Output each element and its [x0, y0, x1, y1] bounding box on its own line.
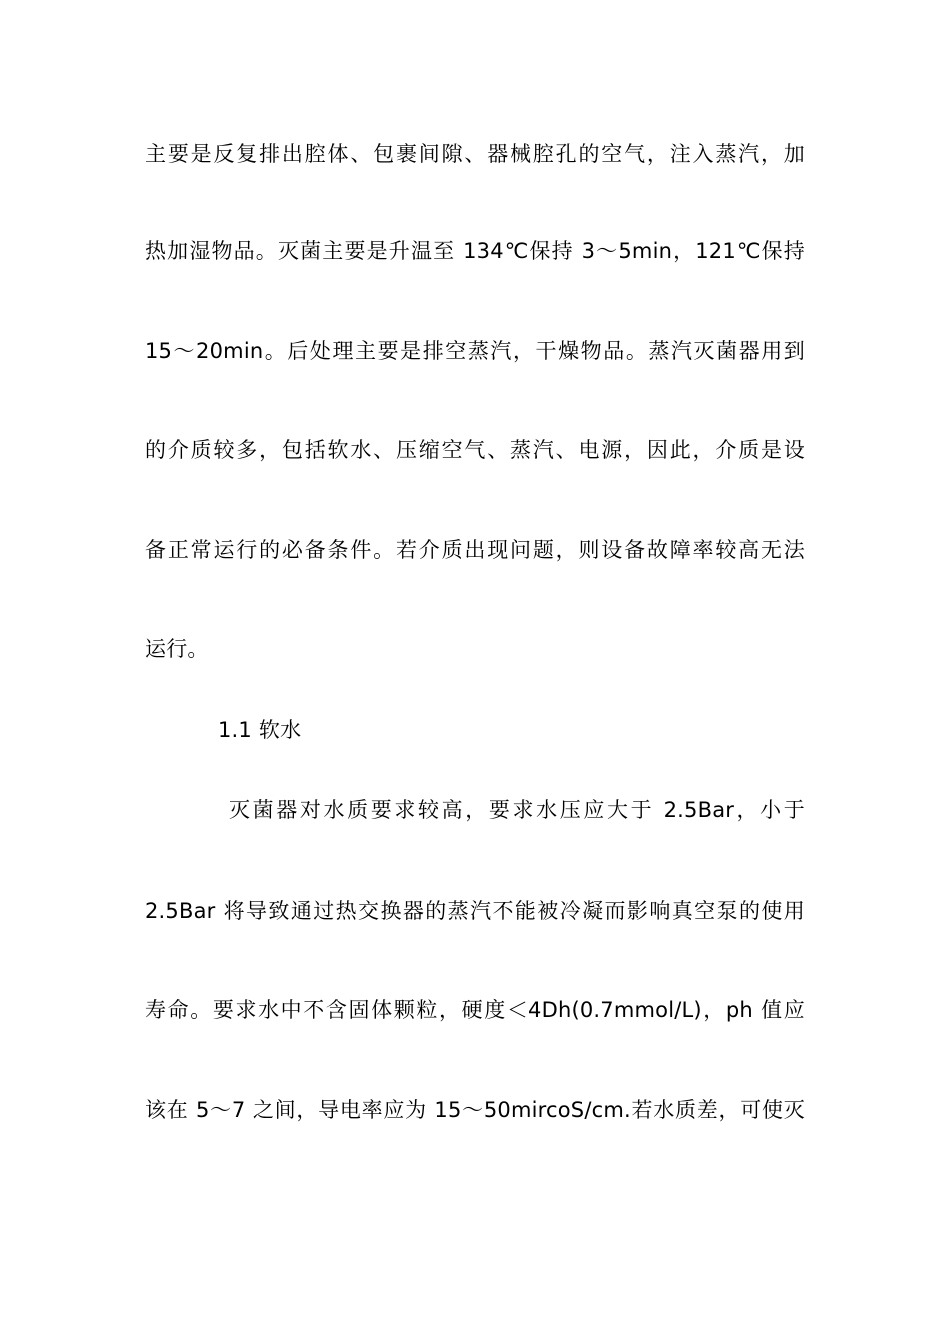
paragraph-line: 备正常运行的必备条件。若介质出现问题，则设备故障率较高无法 [145, 538, 805, 562]
paragraph-line: 主要是反复排出腔体、包裹间隙、器械腔孔的空气，注入蒸汽，加 [145, 142, 805, 166]
paragraph-line: 寿命。要求水中不含固体颗粒，硬度＜4Dh(0.7mmol/L)，ph 值应 [145, 998, 805, 1022]
paragraph-line: 15～20min。后处理主要是排空蒸汽，干燥物品。蒸汽灭菌器用到 [145, 339, 805, 363]
paragraph-line-last: 运行。 [145, 637, 209, 661]
paragraph-line: 的介质较多，包括软水、压缩空气、蒸汽、电源，因此，介质是设 [145, 438, 805, 462]
paragraph-line: 该在 5～7 之间，导电率应为 15～50mircoS/cm.若水质差，可使灭 [145, 1098, 805, 1122]
paragraph-line: 2.5Bar 将导致通过热交换器的蒸汽不能被冷凝而影响真空泵的使用 [145, 899, 805, 923]
section-heading: 1.1 软水 [218, 718, 302, 742]
paragraph-line-indented: 灭菌器对水质要求较高，要求水压应大于 2.5Bar，小于 [229, 798, 805, 822]
paragraph-line: 热加湿物品。灭菌主要是升温至 134℃保持 3～5min，121℃保持 [145, 239, 805, 263]
